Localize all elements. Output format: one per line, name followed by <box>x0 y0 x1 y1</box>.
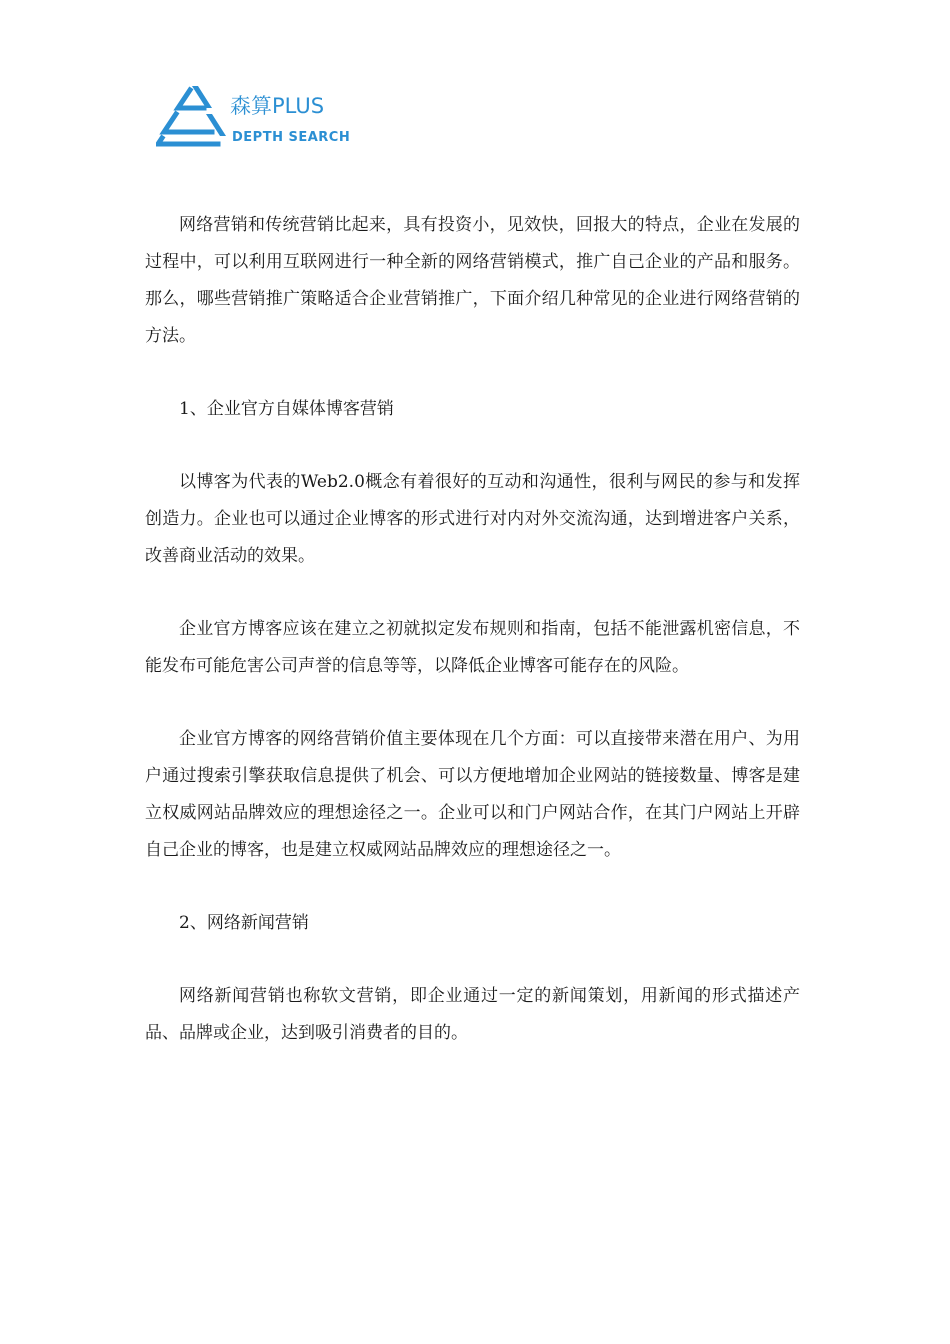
logo-subtitle: DEPTH SEARCH <box>232 130 351 145</box>
article-body <box>145 207 800 1088</box>
logo-mark-icon <box>156 84 234 150</box>
blog-paragraph-3: 企业官方博客的网络营销价值主要体现在几个方面：可以直接带来潜在用户、为用户通过搜索引擎获取信息提供了机会、可以方便地增加企业网站的链接数量、博客是建立权威网站品牌效应的理想途径之一。企业可以和门户网站合作，在其门户网站上开辟自己企业的博客，也是建立权威网站品牌效应的理想途径之一。 <box>145 729 800 860</box>
blog-paragraph-1: 以博客为代表的Web2.0概念有着很好的互动和沟通性，很利与网民的参与和发挥创造力。企业也可以通过企业博客的形式进行对内对外交流沟通，达到增进客户关系，改善商业活动的效果。 <box>145 472 800 566</box>
intro-paragraph: 网络营销和传统营销比起来，具有投资小，见效快，回报大的特点，企业在发展的过程中，可以利用互联网进行一种全新的网络营销模式，推广自己企业的产品和服务。那么，哪些营销推广策略适合企业营销推广，下面介绍几种常见的企业进行网络营销的方法。 <box>145 215 800 346</box>
news-paragraph-1: 网络新闻营销也称软文营销，即企业通过一定的新闻策划，用新闻的形式描述产品、品牌或企业，达到吸引消费者的目的。 <box>145 986 800 1043</box>
logo-name: 森算PLUS <box>230 94 325 118</box>
blog-paragraph-2: 企业官方博客应该在建立之初就拟定发布规则和指南，包括不能泄露机密信息，不能发布可能危害公司声誉的信息等等，以降低企业博客可能存在的风险。 <box>145 619 800 676</box>
section-heading-blog: 1、企业官方自媒体博客营销 <box>179 399 394 419</box>
section-heading-news: 2、网络新闻营销 <box>179 913 309 933</box>
logo <box>156 84 356 154</box>
